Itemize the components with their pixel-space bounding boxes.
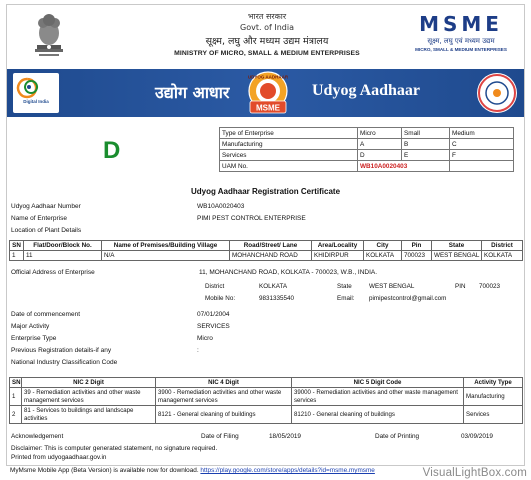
column-header: NIC 5 Digit Code [292,378,464,388]
official-address-label: Official Address of Enterprise [11,269,95,276]
uan-value: WB10A0020403 [197,203,245,210]
category-letter: D [103,137,121,164]
udyog-aadhaar-hindi: उद्योग आधार [155,83,230,102]
table-cell: Services [220,150,358,161]
seal-msme-text: MSME [256,103,280,113]
nic-code-table [9,377,523,424]
previous-registration-value: : [197,347,199,354]
column-header: Name of Premises/Building Village [102,241,230,251]
uam-label: UAM No. [220,161,358,172]
table-cell: 1 [10,251,24,261]
hindi-govt-text: भारत सरकार [247,12,287,21]
table-cell: 3900 - Remediation activities and other waste management services [156,388,292,406]
table-header-row [10,241,523,251]
msme-logo-english: MICRO, SMALL & MEDIUM ENTERPRISES [415,47,507,52]
table-cell: KOLKATA [482,251,523,261]
major-activity-label: Major Activity [11,323,50,330]
table-header-row [10,378,523,388]
msme-logo-hindi: सूक्ष्म, लघु एवं मध्यम उद्यम [427,37,495,45]
table-cell: B [402,139,450,150]
certificate-page [6,4,525,466]
table-cell: Type of Enterprise [220,128,358,139]
table-cell: Manufacturing [464,388,523,406]
enterprise-name-label: Name of Enterprise [11,215,67,222]
column-header: Road/Street/ Lane [230,241,312,251]
digital-india-icon [13,73,59,101]
category-table [219,127,514,172]
table-cell: Micro [358,128,402,139]
column-header: Area/Locality [312,241,364,251]
seal-top-text: UDYOG AADHAAR [247,74,289,80]
acknowledgement-label: Acknowledgement [11,433,64,440]
disclaimer-text: Disclaimer: This is computer generated statement, no signature required. [11,445,218,452]
column-header: SN [10,241,24,251]
certificate-title: Udyog Aadhaar Registration Certificate [190,187,341,196]
table-cell: WEST BENGAL [432,251,482,261]
table-cell: 39000 - Remediation activities and other waste management services [292,388,464,406]
table-cell: Medium [450,128,514,139]
column-header: Flat/Door/Block No. [24,241,102,251]
table-cell: 39 - Remediation activities and other waste management services [22,388,156,406]
column-header: City [364,241,402,251]
uan-label: Udyog Aadhaar Number [11,203,81,210]
printing-date-value: 03/09/2019 [461,433,493,440]
digital-india-logo [13,73,59,113]
state-label: State [337,283,352,290]
district-label: District [205,283,225,290]
table-row [220,161,514,172]
plant-location-table [9,240,523,261]
udyog-aadhaar-english: Udyog Aadhaar [312,82,421,99]
table-cell: 11 [24,251,102,261]
msme-logo-mark: MSME [419,12,503,36]
email-value: pimipestcontrol@gmail.com [369,295,447,302]
state-value: WEST BENGAL [369,283,415,290]
header [7,5,524,65]
printed-from-text: Printed from udyogaadhaar.gov.in [11,454,107,461]
table-cell: 8121 - General cleaning of buildings [156,406,292,424]
msme-logo [405,13,517,63]
official-address-value: 11, MOHANCHAND ROAD, KOLKATA - 700023, W.B., INDIA. [199,269,378,276]
govt-of-india-text: Govt. of India [240,23,294,32]
email-label: Email: [337,295,355,302]
printing-date-label: Date of Printing [375,433,420,440]
mobile-app-text: MyMsme Mobile App (Beta Version) is available now for download. [10,467,199,474]
district-value: KOLKATA [259,283,288,290]
mobile-app-link[interactable]: https://play.google.com/store/apps/details?id=msme.mymsme [200,467,375,474]
table-cell: D [358,150,402,161]
table-row [220,139,514,150]
column-header: SN [10,378,22,388]
column-header: District [482,241,523,251]
table-cell: Small [402,128,450,139]
table-cell: 2 [10,406,22,424]
category-section [7,123,524,179]
anniversary-emblem-icon [477,73,517,113]
table-cell: KHIDIRPUR [312,251,364,261]
previous-registration-label: Previous Registration details-if any [11,347,112,354]
table-row [10,251,523,261]
table-cell: 1 [10,388,22,406]
enterprise-name-value: PIMI PEST CONTROL ENTERPRISE [197,215,306,222]
table-row [10,388,523,406]
enterprise-type-value: Micro [197,335,213,342]
table-cell: 81210 - General cleaning of buildings [292,406,464,424]
table-cell: N/A [102,251,230,261]
table-cell: Services [464,406,523,424]
column-header: State [432,241,482,251]
table-cell [450,161,514,172]
header-titles [117,11,417,57]
column-header: NIC 4 Digit [156,378,292,388]
table-row [10,406,523,424]
uam-number: WB10A0020403 [358,161,450,172]
commencement-value: 07/01/2004 [197,311,230,318]
ministry-name: MINISTRY OF MICRO, SMALL & MEDIUM ENTERPRISES [174,50,360,57]
table-cell: KOLKATA [364,251,402,261]
digital-india-label: Digital India [23,99,49,104]
plant-location-label: Location of Plant Details [11,227,82,234]
national-emblem-icon [29,11,69,59]
filing-date-value: 18/05/2019 [269,433,301,440]
filing-date-label: Date of Filing [201,433,239,440]
column-header: Pin [402,241,432,251]
table-cell: 81 - Services to buildings and landscape activities [22,406,156,424]
commencement-label: Date of commencement [11,311,81,318]
table-cell: F [450,150,514,161]
mobile-label: Mobile No: [205,295,236,302]
enterprise-type-label: Enterprise Type [11,335,57,342]
table-cell: A [358,139,402,150]
mobile-value: 9831335540 [259,295,295,302]
hindi-ministry-text: सूक्ष्म, लघु और मध्यम उद्यम मंत्रालय [205,36,329,47]
table-row [220,128,514,139]
nic-code-label: National Industry Classification Code [11,359,118,366]
pin-label: PIN [455,283,466,290]
pin-value: 700023 [479,283,501,290]
udyog-aadhaar-seal-icon [241,71,295,115]
table-cell: Manufacturing [220,139,358,150]
table-cell: E [402,150,450,161]
table-cell: MOHANCHAND ROAD [230,251,312,261]
column-header: NIC 2 Digit [22,378,156,388]
table-cell: 700023 [402,251,432,261]
major-activity-value: SERVICES [197,323,230,330]
watermark-text: VisualLightBox.com [422,467,527,479]
column-header: Activity Type [464,378,523,388]
table-cell: C [450,139,514,150]
udyog-aadhaar-banner [7,69,524,117]
table-row [220,150,514,161]
mobile-app-note [10,467,375,474]
